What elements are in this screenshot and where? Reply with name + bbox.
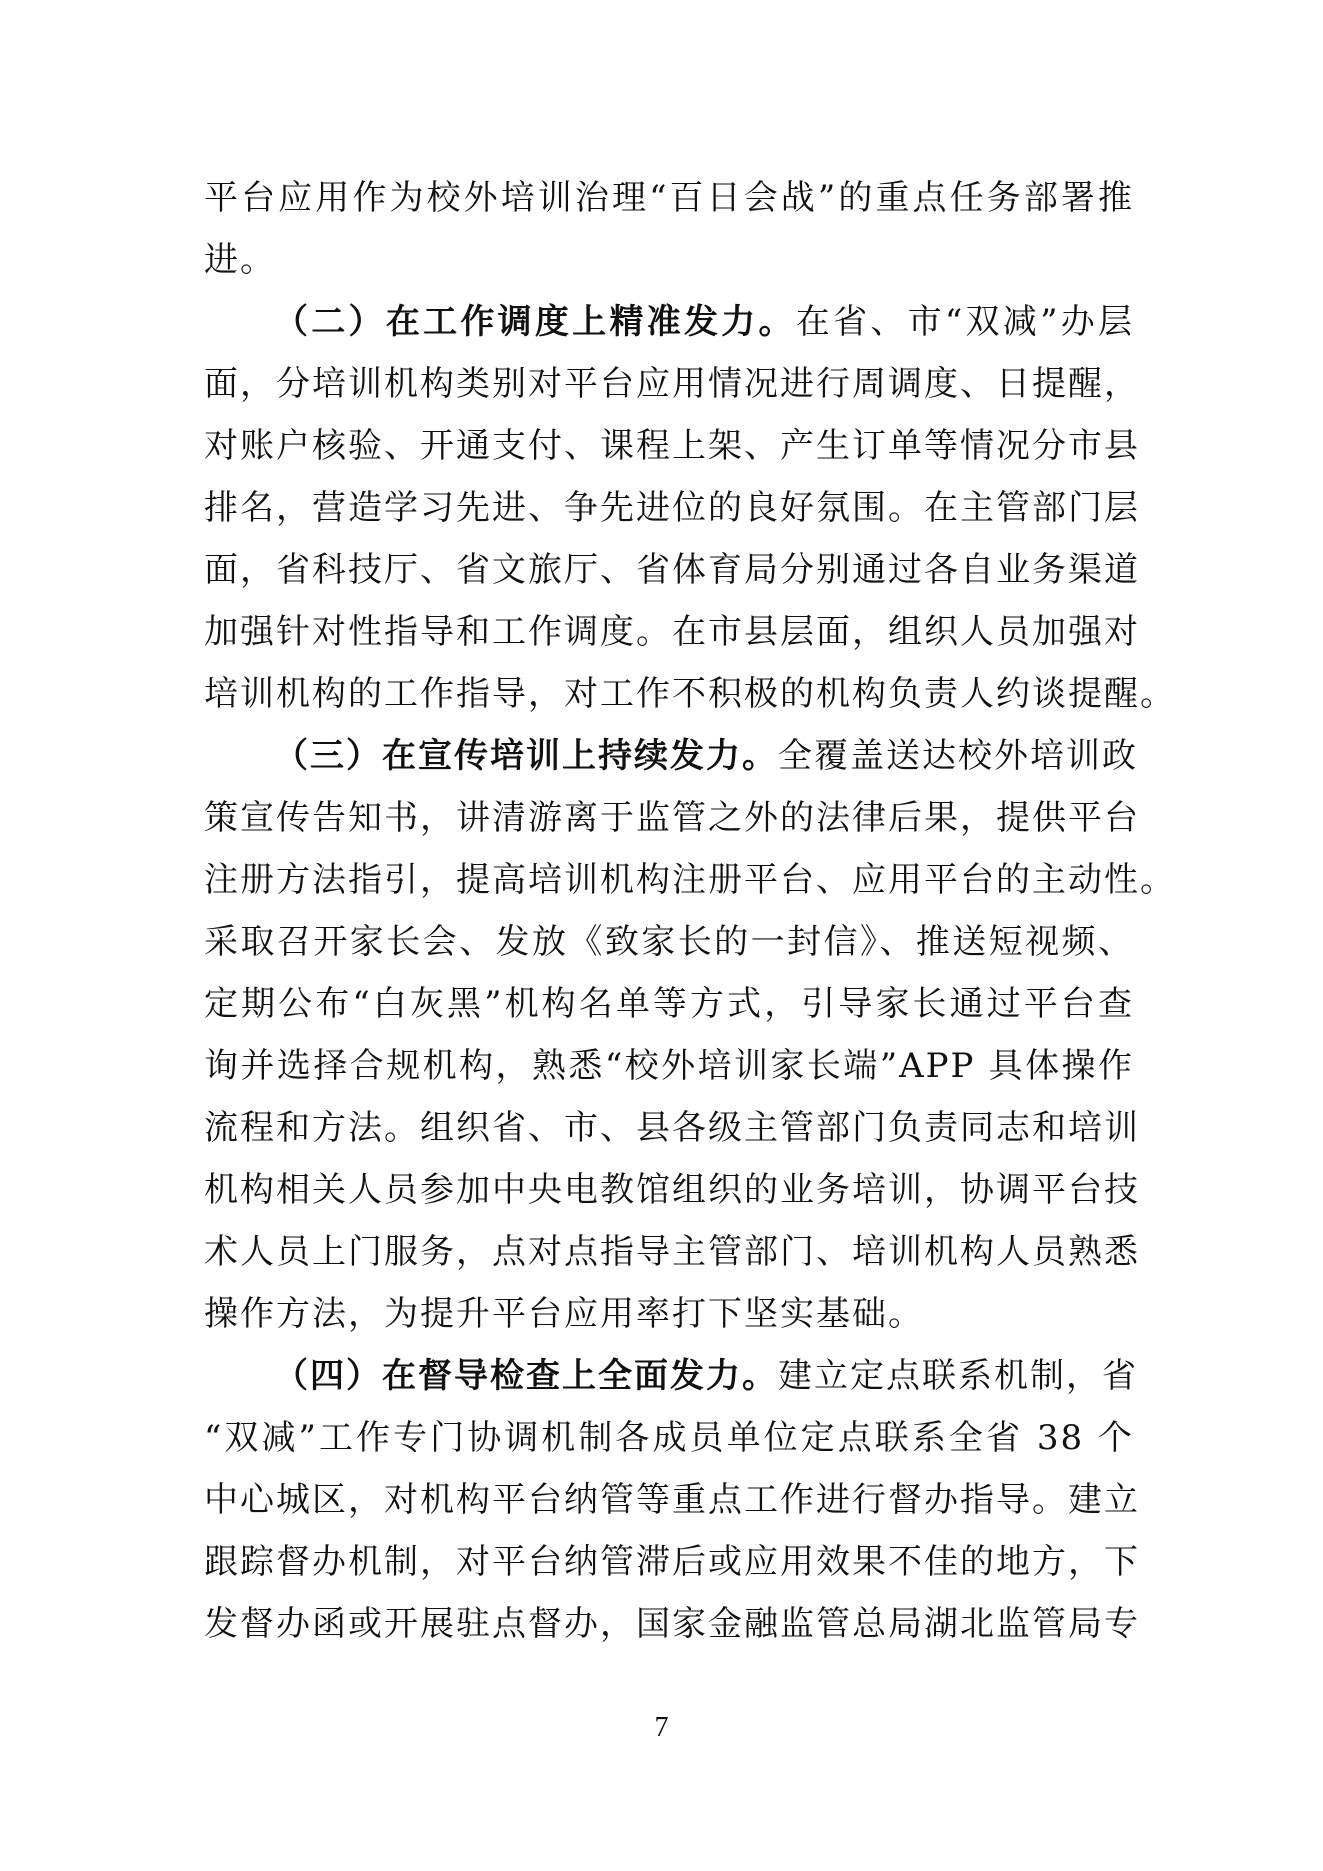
section-heading: （二）在工作调度上精准发力。 <box>274 302 796 342</box>
line-text: 平台应用作为校外培训治理“百日会战”的重点任务部署推 <box>204 178 1134 218</box>
body-line <box>204 229 1134 291</box>
body-line <box>204 663 1176 725</box>
body-line <box>204 787 1140 849</box>
body-line <box>204 167 1134 229</box>
line-text: 排名，营造学习先进、争先进位的良好氛围。在主管部门层 <box>204 488 1140 528</box>
line-text: 流程和方法。组织省、市、县各级主管部门负责同志和培训 <box>204 1108 1140 1148</box>
body-line <box>204 353 1140 415</box>
line-text: 策宣传告知书，讲清游离于监管之外的法律后果，提供平台 <box>204 798 1140 838</box>
line-text: 跟踪督办机制，对平台纳管滞后或应用效果不佳的地方，下 <box>204 1542 1140 1582</box>
line-text: 在省、市“双减”办层 <box>795 302 1134 342</box>
body-line <box>204 415 1140 477</box>
body-line <box>204 1407 1134 1469</box>
section-heading-line <box>274 291 1134 353</box>
line-text: 发督办函或开展驻点督办，国家金融监管总局湖北监管局专 <box>204 1604 1140 1644</box>
line-text: “双减”工作专门协调机制各成员单位定点联系全省 38 个 <box>204 1418 1134 1458</box>
line-text: 全覆盖送达校外培训政 <box>778 736 1138 776</box>
body-line <box>204 1159 1140 1221</box>
page-number: 7 <box>654 1712 669 1743</box>
body-line <box>204 1469 1140 1531</box>
section-heading-line <box>274 1345 1138 1407</box>
body-line <box>204 849 1176 911</box>
line-text: 询并选择合规机构，熟悉“校外培训家长端”APP 具体操作 <box>204 1046 1134 1086</box>
line-text: 加强针对性指导和工作调度。在市县层面，组织人员加强对 <box>204 612 1140 652</box>
body-line <box>204 1035 1134 1097</box>
line-text: 进。 <box>204 240 276 280</box>
line-text: 中心城区，对机构平台纳管等重点工作进行督办指导。建立 <box>204 1480 1140 1520</box>
line-text: 操作方法，为提升平台应用率打下坚实基础。 <box>204 1294 924 1334</box>
line-text: 定期公布“白灰黑”机构名单等方式，引导家长通过平台查 <box>204 984 1134 1024</box>
line-text: 机构相关人员参加中央电教馆组织的业务培训，协调平台技 <box>204 1170 1140 1210</box>
line-text: 术人员上门服务，点对点指导主管部门、培训机构人员熟悉 <box>204 1232 1140 1272</box>
body-line <box>204 911 1134 973</box>
body-line <box>204 477 1140 539</box>
section-heading: （四）在督导检查上全面发力。 <box>274 1356 778 1396</box>
body-line <box>204 1531 1140 1593</box>
line-text: 采取召开家长会、发放《致家长的一封信》、推送短视频、 <box>204 922 1134 962</box>
line-text: 面，省科技厅、省文旅厅、省体育局分别通过各自业务渠道 <box>204 550 1140 590</box>
body-line <box>204 1221 1140 1283</box>
body-line <box>204 601 1140 663</box>
line-text: 对账户核验、开通支付、课程上架、产生订单等情况分市县 <box>204 426 1140 466</box>
section-heading: （三）在宣传培训上持续发力。 <box>274 736 778 776</box>
body-line <box>204 1283 1134 1345</box>
line-text: 注册方法指引，提高培训机构注册平台、应用平台的主动性。 <box>204 860 1176 900</box>
line-text: 培训机构的工作指导，对工作不积极的机构负责人约谈提醒。 <box>204 674 1176 714</box>
body-line <box>204 539 1140 601</box>
body-line <box>204 1593 1140 1655</box>
line-text: 建立定点联系机制，省 <box>778 1356 1138 1396</box>
line-text: 面，分培训机构类别对平台应用情况进行周调度、日提醒， <box>204 364 1140 404</box>
section-heading-line <box>274 725 1138 787</box>
body-line <box>204 973 1134 1035</box>
body-line <box>204 1097 1140 1159</box>
